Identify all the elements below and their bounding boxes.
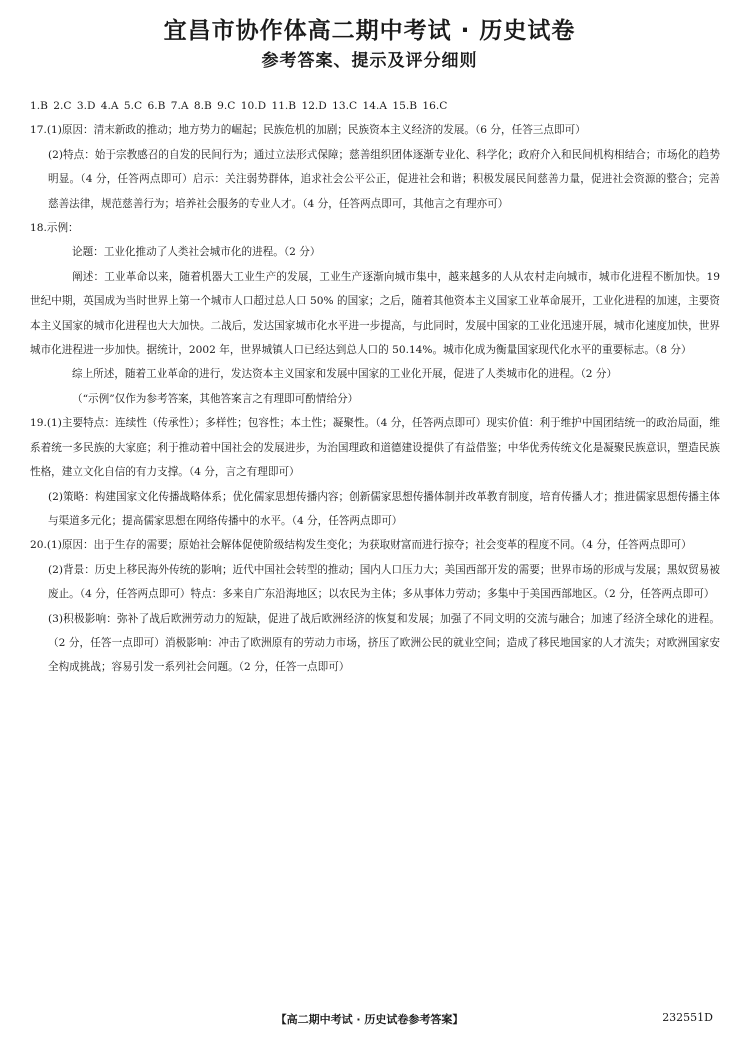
- q18-conclusion: 综上所述，随着工业革命的进行，发达资本主义国家和发展中国家的工业化开展，促进了人类城市化的进程。（2 分）: [72, 368, 618, 381]
- q20-part3: (3)积极影响：弥补了战后欧洲劳动力的短缺，促进了战后欧洲经济的恢复和发展；加强了不同文明的交流与融合；加速了经济全球化的进程。（2 分，任答一点即可）消极影响：冲击了欧洲原有的劳动力市场，挤压了欧洲公民的就业空间；造成了移民地国家的人才流失；对欧洲国家安全构成挑战；容易引发一系列社会问题。（2 分，任答一点即可）: [48, 612, 720, 674]
- q17-part2: (2)特点：始于宗教感召的自发的民间行为；通过立法形式保障；慈善组织团体逐渐专业化、科学化；政府介入和民间机构相结合；市场化的趋势明显。（4 分，任答两点即可）启示：关注弱势群体，追求社会公平公正，促进社会和谐；积极发展民间慈善力量，促进社会资源的整合；完善慈善法律，规范慈善行为；培养社会服务的专业人才。（4 分，任答两点即可，其他言之有理亦可）: [48, 148, 720, 210]
- footer-label: 【高二期中考试 · 历史试卷参考答案】: [275, 1013, 464, 1026]
- q20-part2: (2)背景：历史上移民海外传统的影响；近代中国社会转型的推动；国内人口压力大；美国西部开发的需要；世界市场的形成与发展；黑奴贸易被废止。（4 分，任答两点即可）特点：多来自广东沿海地区；以农民为主体；多从事体力劳动；多集中于美国西部地区。（2 分，任答两点即可）: [48, 563, 720, 601]
- choice-answers-line: 1.B 2.C 3.D 4.A 5.C 6.B 7.A 8.B 9.C 10.D 11.B 12.D 13.C 14.A 15.B 16.C: [30, 100, 448, 112]
- q19-part1: 19.(1)主要特点：连续性（传承性）；多样性；包容性；本土性；凝聚性。（4 分，任答两点即可）现实价值：利于维护中国团结统一的政治局面，维系着统一多民族的大家庭；利于推动着中国社会的发展进步，为治国理政和道德建设提供了有益借鉴；中华优秀传统文化是凝聚民族意识，塑造民族性格，建立文化自信的有力支撑。（4 分，言之有理即可）: [30, 417, 720, 479]
- q18-note: （“示例”仅作为参考答案，其他答案言之有理即可酌情给分）: [72, 392, 359, 405]
- page-subtitle: 参考答案、提示及评分细则: [261, 51, 478, 71]
- footer-code: 232551D: [662, 1011, 713, 1024]
- q17-part1: 17.(1)原因：清末新政的推动；地方势力的崛起；民族危机的加剧；民族资本主义经济的发展。（6 分，任答三点即可）: [30, 124, 586, 137]
- q18-elaboration: 阐述：工业革命以来，随着机器大工业生产的发展，工业生产逐渐向城市集中，越来越多的人从农村走向城市，城市化进程不断加快。19 世纪中期，英国成为当时世界上第一个城市人口超过总人口 50% 的国家；之后，随着其他资本主义国家工业革命展开，工业化进程的加速，主要资本主义国家的城市化进程也大大加快。二战后，发达国家城市化水平进一步提高，与此同时，发展中国家的工业化迅速开展，城市化速度加快，世界城市化进程进一步加快。据统计，2002 年，世界城镇人口已经达到总人口的 50.14%。城市化成为衡量国家现代化水平的重要标志。（8 分）: [30, 270, 720, 357]
- q19-part2: (2)策略：构建国家文化传播战略体系；优化儒家思想传播内容；创新儒家思想传播体制并改革教育制度，培育传播人才；推进儒家思想传播主体与渠道多元化；提高儒家思想在网络传播中的水平。（4 分，任答两点即可）: [48, 490, 720, 527]
- answer-content: [30, 94, 720, 680]
- page-title: 宜昌市协作体高二期中考试 · 历史试卷: [163, 18, 576, 44]
- q18-heading: 18.示例：: [30, 222, 79, 235]
- q20-part1: 20.(1)原因：出于生存的需要；原始社会解体促使阶级结构发生变化；为获取财富而进行掠夺；社会变革的程度不同。（4 分，任答两点即可）: [30, 539, 692, 552]
- q18-thesis: 论题：工业化推动了人类社会城市化的进程。（2 分）: [72, 246, 321, 259]
